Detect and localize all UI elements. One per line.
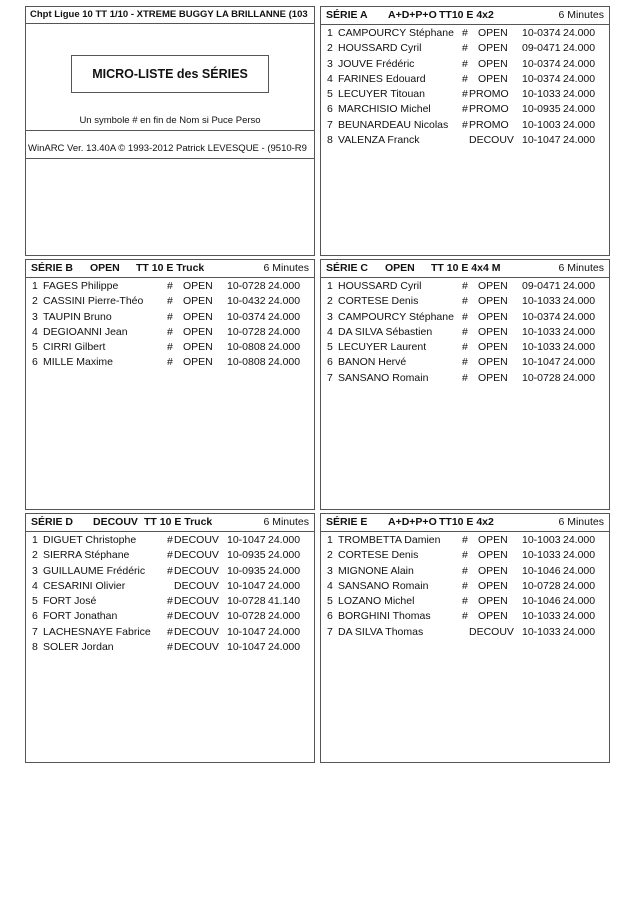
chip-marker: #: [462, 356, 468, 369]
driver-name: JOUVE Frédéric: [338, 57, 415, 70]
driver-category: OPEN: [478, 310, 508, 323]
driver-category: DECOUV: [174, 640, 219, 653]
entry-row: [321, 609, 609, 624]
chip-marker: #: [462, 295, 468, 308]
chip-marker: #: [462, 27, 468, 39]
chip-marker: #: [462, 310, 468, 323]
series-header: [321, 514, 609, 532]
event-title: Chpt Ligue 10 TT 1/10 - XTREME BUGGY LA BRILLANNE (103: [26, 7, 314, 24]
frequency: 24.000: [563, 534, 596, 546]
driver-category: DECOUV: [174, 549, 219, 562]
entry-row: [321, 294, 609, 309]
divider: [26, 158, 314, 159]
frequency: 24.000: [563, 325, 596, 338]
driver-name: FORT Jonathan: [43, 610, 118, 623]
entry-row: [321, 564, 609, 579]
chip-marker: #: [167, 280, 173, 292]
driver-category: OPEN: [183, 341, 213, 353]
license-number: 10-1033: [522, 325, 561, 338]
series-category: A+D+P+O: [388, 9, 437, 21]
frequency: 24.000: [268, 640, 301, 653]
entry-row: [321, 340, 609, 355]
driver-name: BEUNARDEAU Nicolas: [338, 118, 449, 131]
frequency: 24.000: [563, 103, 596, 116]
driver-name: DA SILVA Sébastien: [338, 325, 433, 338]
driver-category: PROMO: [469, 118, 509, 131]
event-info-panel: [25, 6, 315, 256]
entry-row: [321, 72, 609, 87]
driver-name: TAUPIN Bruno: [43, 310, 112, 323]
driver-name: SIERRA Stéphane: [43, 549, 130, 562]
license-number: 10-1003: [522, 118, 561, 131]
chip-marker: #: [167, 640, 173, 653]
entry-row: [26, 294, 314, 309]
driver-name: FAGES Philippe: [43, 280, 119, 292]
entry-number: 3: [32, 564, 38, 577]
license-number: 10-1046: [522, 564, 561, 577]
driver-category: OPEN: [183, 310, 213, 323]
license-number: 10-1033: [522, 341, 561, 353]
driver-category: PROMO: [469, 103, 509, 116]
driver-name: CAMPOURCY Stéphane: [338, 310, 454, 323]
chip-marker: #: [462, 118, 468, 131]
frequency: 24.000: [563, 295, 596, 308]
entry-row: [321, 41, 609, 56]
chip-marker: #: [167, 549, 173, 562]
page-heading: MICRO-LISTE des SÉRIES: [71, 55, 269, 93]
driver-name: CORTESE Denis: [338, 549, 419, 562]
license-number: 10-1047: [227, 625, 266, 638]
chip-marker: #: [462, 280, 468, 292]
driver-category: OPEN: [183, 356, 213, 369]
frequency: 24.000: [563, 42, 596, 55]
license-number: 09-0471: [522, 280, 561, 292]
chip-marker: #: [462, 610, 468, 623]
chip-marker: #: [462, 103, 468, 116]
license-number: 10-1047: [522, 133, 561, 146]
entry-row: [321, 102, 609, 117]
chip-marker: #: [462, 371, 468, 384]
software-version: WinARC Ver. 13.40A © 1993-2012 Patrick LEVESQUE - (9510-R9: [28, 143, 307, 154]
series-name: SÉRIE A: [326, 9, 368, 21]
driver-name: HOUSSARD Cyril: [338, 280, 422, 292]
chip-marker: #: [462, 549, 468, 562]
license-number: 10-1033: [522, 88, 561, 100]
driver-category: OPEN: [478, 341, 508, 353]
entry-list: [321, 532, 609, 640]
series-duration: 6 Minutes: [558, 516, 604, 528]
license-number: 10-0728: [227, 280, 266, 292]
driver-name: FORT José: [43, 595, 97, 607]
frequency: 41.140: [268, 595, 301, 607]
entry-row: [26, 609, 314, 624]
series-class: TT 10 E Truck: [136, 262, 205, 274]
series-name: SÉRIE B: [31, 262, 74, 274]
driver-category: OPEN: [183, 295, 213, 308]
driver-name: LOZANO Michel: [338, 595, 415, 607]
frequency: 24.000: [563, 610, 596, 623]
driver-category: DECOUV: [174, 595, 219, 607]
entry-row: [26, 533, 314, 548]
chip-marker: #: [167, 534, 173, 546]
driver-name: BANON Hervé: [338, 356, 407, 369]
entry-number: 4: [327, 325, 333, 338]
entry-number: 2: [327, 549, 333, 562]
chip-marker: #: [167, 310, 173, 323]
chip-marker: #: [462, 534, 468, 546]
entry-number: 6: [32, 356, 38, 369]
entry-number: 2: [327, 295, 333, 308]
chip-marker: #: [167, 564, 173, 577]
driver-name: LECUYER Laurent: [338, 341, 427, 353]
series-header: [321, 260, 609, 278]
driver-name: CESARINI Olivier: [43, 579, 126, 592]
driver-name: LECUYER Titouan: [338, 88, 425, 100]
entry-number: 6: [32, 610, 38, 623]
frequency: 24.000: [563, 280, 596, 292]
entry-row: [321, 26, 609, 41]
entry-row: [26, 310, 314, 325]
license-number: 10-0374: [522, 310, 561, 323]
driver-name: MARCHISIO Michel: [338, 103, 431, 116]
series-panel-c: [320, 259, 610, 510]
chip-marker: #: [167, 341, 173, 353]
series-class: TT10 E 4x2: [439, 516, 494, 528]
series-category: OPEN: [385, 262, 415, 274]
entry-number: 3: [327, 310, 333, 323]
entry-row: [321, 57, 609, 72]
series-panel-d: [25, 513, 315, 763]
frequency: 24.000: [563, 72, 596, 85]
entry-row: [321, 594, 609, 609]
license-number: 10-1033: [522, 295, 561, 308]
frequency: 24.000: [268, 625, 301, 638]
entry-row: [26, 640, 314, 655]
entry-row: [26, 340, 314, 355]
series-name: SÉRIE C: [326, 262, 369, 274]
entry-row: [26, 355, 314, 370]
entry-row: [26, 579, 314, 594]
entry-number: 4: [327, 72, 333, 85]
series-duration: 6 Minutes: [558, 9, 604, 21]
entry-number: 7: [327, 118, 333, 131]
driver-name: SOLER Jordan: [43, 640, 114, 653]
frequency: 24.000: [563, 133, 596, 146]
entry-row: [321, 355, 609, 370]
entry-number: 7: [32, 625, 38, 638]
driver-name: CIRRI Gilbert: [43, 341, 106, 353]
driver-name: TROMBETTA Damien: [338, 534, 441, 546]
driver-category: OPEN: [478, 325, 508, 338]
license-number: 10-0935: [227, 564, 266, 577]
entry-list: [26, 278, 314, 371]
entry-number: 1: [327, 27, 333, 39]
series-category: OPEN: [90, 262, 120, 274]
driver-category: OPEN: [478, 57, 508, 70]
entry-list: [26, 532, 314, 655]
frequency: 24.000: [563, 27, 596, 39]
entry-number: 2: [32, 295, 38, 308]
entry-number: 6: [327, 610, 333, 623]
entry-number: 1: [32, 280, 38, 292]
frequency: 24.000: [563, 88, 596, 100]
driver-category: OPEN: [478, 610, 508, 623]
driver-category: OPEN: [478, 42, 508, 55]
driver-category: OPEN: [478, 564, 508, 577]
license-number: 10-1047: [227, 534, 266, 546]
driver-category: OPEN: [478, 595, 508, 607]
entry-number: 5: [327, 341, 333, 353]
entry-row: [321, 310, 609, 325]
entry-number: 7: [327, 371, 333, 384]
frequency: 24.000: [268, 564, 301, 577]
frequency: 24.000: [268, 325, 301, 338]
entry-row: [26, 594, 314, 609]
driver-name: DEGIOANNI Jean: [43, 325, 128, 338]
series-class: TT 10 E Truck: [144, 516, 213, 528]
frequency: 24.000: [563, 549, 596, 562]
entry-number: 5: [327, 88, 333, 100]
license-number: 10-0374: [227, 310, 266, 323]
driver-category: OPEN: [478, 356, 508, 369]
driver-name: CORTESE Denis: [338, 295, 419, 308]
chip-marker: #: [167, 610, 173, 623]
driver-category: OPEN: [478, 72, 508, 85]
frequency: 24.000: [268, 534, 301, 546]
license-number: 10-0374: [522, 27, 561, 39]
license-number: 10-0728: [227, 610, 266, 623]
entry-number: 8: [32, 640, 38, 653]
chip-marker: #: [462, 564, 468, 577]
entry-row: [321, 133, 609, 148]
license-number: 10-0374: [522, 72, 561, 85]
frequency: 24.000: [268, 356, 301, 369]
entry-number: 1: [32, 534, 38, 546]
license-number: 10-0728: [522, 371, 561, 384]
license-number: 10-0935: [227, 549, 266, 562]
entry-number: 2: [32, 549, 38, 562]
driver-name: SANSANO Romain: [338, 371, 429, 384]
chip-marker: #: [462, 579, 468, 592]
series-duration: 6 Minutes: [263, 516, 309, 528]
symbol-note: Un symbole # en fin de Nom si Puce Perso: [26, 115, 314, 131]
driver-category: OPEN: [478, 549, 508, 562]
entry-number: 8: [327, 133, 333, 146]
license-number: 10-1033: [522, 625, 561, 638]
driver-name: DA SILVA Thomas: [338, 625, 424, 638]
driver-name: HOUSSARD Cyril: [338, 42, 422, 55]
entry-number: 4: [32, 579, 38, 592]
frequency: 24.000: [268, 341, 301, 353]
entry-number: 5: [327, 595, 333, 607]
driver-name: GUILLAUME Frédéric: [43, 564, 146, 577]
frequency: 24.000: [563, 356, 596, 369]
entry-list: [321, 278, 609, 386]
entry-row: [26, 325, 314, 340]
series-name: SÉRIE D: [31, 516, 74, 528]
chip-marker: #: [167, 356, 173, 369]
entry-row: [321, 279, 609, 294]
driver-name: CASSINI Pierre-Théo: [43, 295, 144, 308]
frequency: 24.000: [268, 280, 301, 292]
entry-row: [321, 371, 609, 386]
entry-number: 6: [327, 356, 333, 369]
chip-marker: #: [462, 88, 468, 100]
driver-name: FARINES Edouard: [338, 72, 426, 85]
entry-row: [321, 118, 609, 133]
chip-marker: #: [462, 341, 468, 353]
entry-row: [321, 533, 609, 548]
frequency: 24.000: [563, 579, 596, 592]
entry-list: [321, 25, 609, 148]
entry-row: [26, 625, 314, 640]
frequency: 24.000: [563, 118, 596, 131]
license-number: 10-0432: [227, 295, 266, 308]
series-class: TT 10 E 4x4 M: [431, 262, 501, 274]
frequency: 24.000: [268, 610, 301, 623]
entry-number: 4: [327, 579, 333, 592]
entry-number: 3: [32, 310, 38, 323]
driver-category: DECOUV: [469, 133, 514, 146]
entry-number: 3: [327, 57, 333, 70]
chip-marker: #: [462, 57, 468, 70]
license-number: 10-1046: [522, 595, 561, 607]
frequency: 24.000: [563, 310, 596, 323]
entry-number: 1: [327, 534, 333, 546]
license-number: 10-1033: [522, 549, 561, 562]
license-number: 10-0374: [522, 57, 561, 70]
license-number: 10-1047: [227, 579, 266, 592]
series-panel-e: [320, 513, 610, 763]
license-number: 10-0935: [522, 103, 561, 116]
license-number: 10-0808: [227, 356, 266, 369]
chip-marker: #: [167, 295, 173, 308]
entry-row: [321, 325, 609, 340]
chip-marker: #: [167, 625, 173, 638]
driver-category: OPEN: [478, 280, 508, 292]
entry-number: 5: [32, 341, 38, 353]
license-number: 10-1003: [522, 534, 561, 546]
entry-row: [26, 279, 314, 294]
entry-number: 4: [32, 325, 38, 338]
frequency: 24.000: [563, 564, 596, 577]
driver-category: OPEN: [478, 579, 508, 592]
driver-category: DECOUV: [174, 564, 219, 577]
driver-category: OPEN: [478, 295, 508, 308]
license-number: 10-0728: [227, 595, 266, 607]
license-number: 09-0471: [522, 42, 561, 55]
driver-name: LACHESNAYE Fabrice: [43, 625, 151, 638]
driver-name: CAMPOURCY Stéphane: [338, 27, 454, 39]
driver-name: MILLE Maxime: [43, 356, 114, 369]
driver-category: PROMO: [469, 88, 509, 100]
chip-marker: #: [167, 325, 173, 338]
license-number: 10-0728: [227, 325, 266, 338]
frequency: 24.000: [268, 295, 301, 308]
frequency: 24.000: [563, 57, 596, 70]
chip-marker: #: [462, 595, 468, 607]
frequency: 24.000: [563, 625, 596, 638]
entry-number: 3: [327, 564, 333, 577]
frequency: 24.000: [563, 595, 596, 607]
driver-category: DECOUV: [174, 625, 219, 638]
license-number: 10-0728: [522, 579, 561, 592]
driver-category: OPEN: [478, 371, 508, 384]
entry-row: [26, 564, 314, 579]
series-category: DECOUV: [93, 516, 138, 528]
entry-number: 6: [327, 103, 333, 116]
license-number: 10-1033: [522, 610, 561, 623]
driver-name: DIGUET Christophe: [43, 534, 137, 546]
series-name: SÉRIE E: [326, 516, 368, 528]
entry-number: 2: [327, 42, 333, 55]
chip-marker: #: [462, 325, 468, 338]
license-number: 10-1047: [227, 640, 266, 653]
frequency: 24.000: [268, 310, 301, 323]
frequency: 24.000: [268, 579, 301, 592]
series-header: [321, 7, 609, 25]
driver-name: BORGHINI Thomas: [338, 610, 431, 623]
entry-row: [321, 625, 609, 640]
driver-category: DECOUV: [174, 579, 219, 592]
license-number: 10-1047: [522, 356, 561, 369]
series-header: [26, 260, 314, 278]
driver-category: DECOUV: [174, 534, 219, 546]
frequency: 24.000: [268, 549, 301, 562]
series-category: A+D+P+O: [388, 516, 437, 528]
driver-category: OPEN: [478, 534, 508, 546]
series-panel-a: [320, 6, 610, 256]
driver-category: OPEN: [183, 325, 213, 338]
entry-row: [321, 87, 609, 102]
license-number: 10-0808: [227, 341, 266, 353]
chip-marker: #: [462, 42, 468, 55]
entry-row: [321, 548, 609, 563]
entry-row: [321, 579, 609, 594]
entry-number: 1: [327, 280, 333, 292]
series-panel-b: [25, 259, 315, 510]
series-duration: 6 Minutes: [558, 262, 604, 274]
driver-category: DECOUV: [174, 610, 219, 623]
driver-name: VALENZA Franck: [338, 133, 420, 146]
chip-marker: #: [167, 595, 173, 607]
frequency: 24.000: [563, 371, 596, 384]
frequency: 24.000: [563, 341, 596, 353]
series-duration: 6 Minutes: [263, 262, 309, 274]
entry-row: [26, 548, 314, 563]
series-class: TT10 E 4x2: [439, 9, 494, 21]
driver-category: DECOUV: [469, 625, 514, 638]
entry-number: 5: [32, 595, 38, 607]
driver-name: SANSANO Romain: [338, 579, 429, 592]
entry-number: 7: [327, 625, 333, 638]
driver-category: OPEN: [478, 27, 508, 39]
series-header: [26, 514, 314, 532]
driver-category: OPEN: [183, 280, 213, 292]
driver-name: MIGNONE Alain: [338, 564, 414, 577]
chip-marker: #: [462, 72, 468, 85]
